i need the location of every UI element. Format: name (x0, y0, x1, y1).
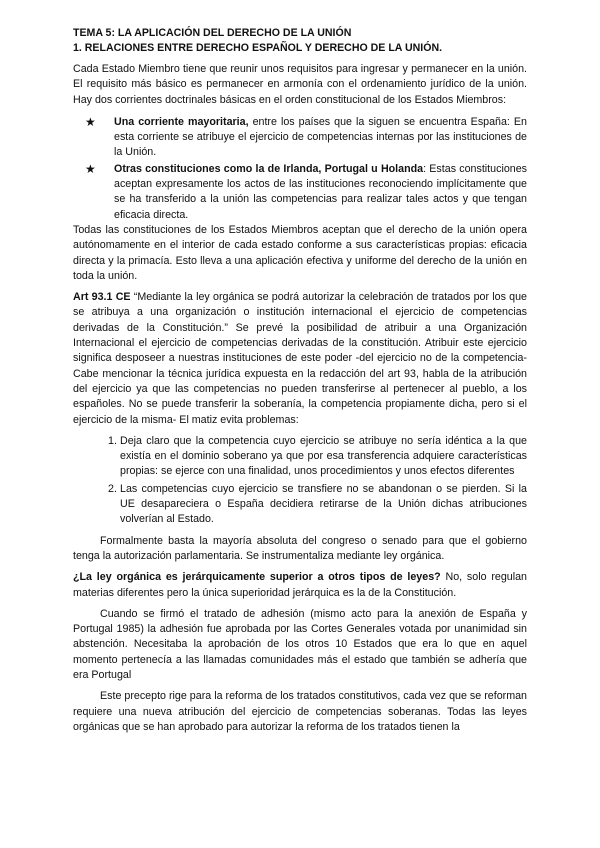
question-paragraph (73, 570, 527, 601)
list-item-text: Las competencias cuyo ejercicio se transfiere no se abandonan o se pierden. Si la UE desapareciera o España decidiera retirarse de la Unión dichas atribuciones volverían al Estado. (120, 482, 527, 526)
article-paragraph (73, 290, 527, 428)
precepto-paragraph: Este precepto rige para la reforma de los tratados constitutivos, cada vez que se reforman requiere una nueva atribución del ejercicio de competencias soberanas. Todas las leyes orgánicas que se han aprobado para autorizar la reforma de los tratados tienen la (73, 690, 527, 733)
heading-line-1: TEMA 5: LA APLICACIÓN DEL DERECHO DE LA UNIÓN (73, 27, 352, 39)
list-item-text: Deja claro que la competencia cuyo ejercicio se atribuye no sería idéntica a la que existía en el dominio soberano ya que por esa transferencia adquiere características propias: se ejerce con una finalidad, unos procedimientos y unos efectos diferentes (120, 434, 527, 478)
list-item (73, 434, 527, 480)
bullet-bold-text: Otras constituciones como la de Irlanda, Portugal u Holanda (114, 162, 424, 175)
constitutions-paragraph: Todas las constituciones de los Estados Miembros aceptan que el derecho de la unión opera autónomamente en el interior de cada estado conforme a sus características propias: eficacia directa y la primacía. Esto lleva a una aplicación efectiva y uniforme del derecho de la unión en toda la unión. (73, 223, 527, 282)
adhesion-paragraph: Cuando se firmó el tratado de adhesión (mismo acto para la anexión de España y Portugal 1985) la adhesión fue aprobada por las Cortes Generales votada por unanimidad sin abstención. Necesitaba la aprobación de los otros 10 Estados que era lo que en aquel momento pertenecía a las llamadas comunidades más el estado que también se adhería que era Portugal (73, 607, 527, 681)
question-bold: ¿La ley orgánica es jerárquicamente superior a otros tipos de leyes? (73, 571, 441, 584)
question-answer: No, solo regulan materias diferentes pero la única superioridad jerárquica es la de la Constitución. (73, 571, 527, 599)
star-icon: ★ (85, 114, 96, 129)
bullet-text: entre los países que la siguen se encuentra España: En esta corriente se atribuye el ejercicio de competencias internas por las instituciones de la Unión. (114, 115, 527, 159)
numbered-list (73, 434, 527, 528)
document-page (73, 26, 527, 735)
bullet-text: : Estas constituciones aceptan expresamente los actos de las instituciones reconociendo implícitamente que se ha transferido a la unión las competencias para realizar tales actos y que tengan eficacia directa. (114, 162, 527, 221)
article-text: “Mediante la ley orgánica se podrá autorizar la celebración de tratados por los que se atribuya a una organización o institución internacional el ejercicio de competencias derivadas de la Constitución.” Se prevé la posibilidad de atribuir a una Organización Internacional el ejercicio de competencias derivadas de la constitución. Atribuir este ejercicio significa desposeer a nuestras instituciones de este poder -del ejercicio no de la competencia- Cabe mencionar la técnica jurídica expuesta en la redacción del art 93, habla de la atribución del ejercicio ya que las competencias no pueden transferirse al pertenecer al pueblo, a los españoles. No se puede transferir la soberanía, la competencia propiamente dicha, pero si el ejercicio de la misma- El matiz evita problemas: (73, 291, 527, 426)
star-icon: ★ (85, 161, 96, 176)
article-label: Art 93.1 CE (73, 291, 131, 304)
list-number: 1. (108, 434, 117, 447)
list-number: 2. (108, 482, 117, 495)
bullet-bold-text: Una corriente mayoritaria, (114, 115, 249, 128)
intro-paragraph: Cada Estado Miembro tiene que reunir unos requisitos para ingresar y permanecer en la unión. El requisito más básico es permanecer en armonía con el ordenamiento jurídico de la unión. Hay dos corrientes doctrinales básicas en el orden constitucional de los Estados Miembros: (73, 63, 527, 106)
list-item (85, 162, 527, 223)
list-item (73, 482, 527, 528)
doctrinal-currents-list (73, 115, 527, 223)
list-item (85, 115, 527, 161)
heading-line-2: 1. RELACIONES ENTRE DERECHO ESPAÑOL Y DERECHO DE LA UNIÓN. (73, 42, 443, 54)
formalmente-paragraph: Formalmente basta la mayoría absoluta del congreso o senado para que el gobierno tenga la autorización parlamentaria. Se instrumentaliza mediante ley orgánica. (73, 534, 527, 562)
